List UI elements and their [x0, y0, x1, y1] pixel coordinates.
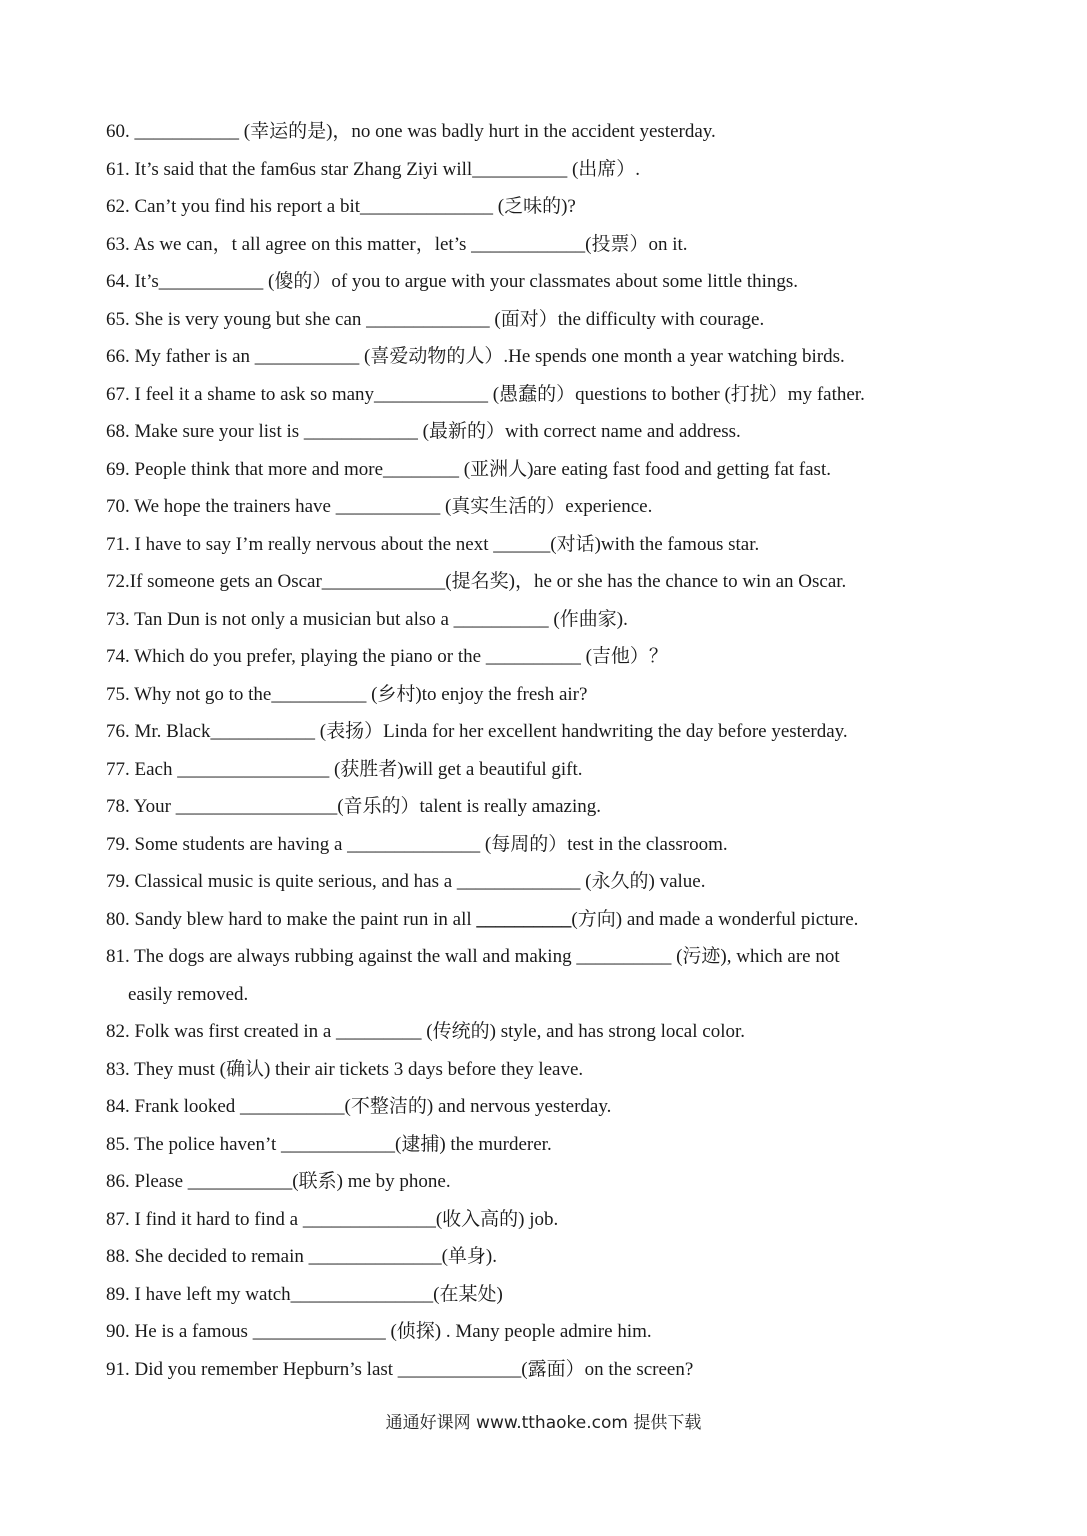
question-81: [106, 938, 986, 1013]
question-65: 65. She is very young but she can _____________ (面对）the difficulty with courage.: [106, 308, 765, 330]
question-72: 72.If someone gets an Oscar_____________(提名奖)，he or she has the chance to win an Oscar.: [106, 571, 847, 592]
question-63: 63. As we can，t all agree on this matter，let’s ____________(投票）on it.: [106, 233, 688, 255]
question-81-text: 81. The dogs are always rubbing against the wall and making __________ (污迹), which are not: [106, 946, 840, 967]
question-78: 78. Your _________________(音乐的）talent is really amazing.: [106, 796, 602, 817]
question-79b: 79. Classical music is quite serious, and has a _____________ (永久的) value.: [106, 871, 706, 892]
question-list: [106, 113, 986, 1388]
question-77: 77. Each ________________ (获胜者)will get a beautiful gift.: [106, 758, 583, 780]
question-62: 62. Can’t you find his report a bit______________ (乏味的)?: [106, 196, 576, 217]
question-76: 76. Mr. Black___________ (表扬）Linda for her excellent handwriting the day before yesterday.: [106, 721, 848, 742]
question-60: 60. ___________ (幸运的是)，no one was badly hurt in the accident yesterday.: [106, 121, 716, 142]
question-66: 66. My father is an ___________ (喜爱动物的人）.He spends one month a year watching birds.: [106, 346, 845, 367]
question-70: 70. We hope the trainers have ___________ (真实生活的）experience.: [106, 496, 653, 517]
question-87: 87. I find it hard to find a ______________(收入高的) job.: [106, 1208, 559, 1230]
question-73: 73. Tan Dun is not only a musician but also a __________ (作曲家).: [106, 608, 628, 630]
question-82: 82. Folk was first created in a _________ (传统的) style, and has strong local color.: [106, 1021, 746, 1042]
question-68: 68. Make sure your list is ____________ (最新的）with correct name and address.: [106, 421, 741, 442]
question-88: 88. She decided to remain ______________(单身).: [106, 1246, 498, 1267]
footer-source-text: 通通好课网 www.tthaoke.com 提供下载: [385, 1413, 702, 1433]
question-80-blank: __________: [476, 908, 572, 930]
question-80-post: (方向) and made a wonderful picture.: [571, 908, 859, 930]
question-91: 91. Did you remember Hepburn’s last _____________(露面）on the screen?: [106, 1358, 694, 1380]
question-83: 83. They must (确认) their air tickets 3 days before they leave.: [106, 1058, 584, 1080]
question-64: 64. It’s___________ (傻的）of you to argue with your classmates about some little things.: [106, 271, 799, 292]
question-80-pre: 80. Sandy blew hard to make the paint run in all: [106, 908, 477, 930]
question-84: 84. Frank looked ___________(不整洁的) and nervous yesterday.: [106, 1096, 612, 1117]
question-67: 67. I feel it a shame to ask so many____________ (愚蠢的）questions to bother (打扰）my father.: [106, 383, 865, 405]
question-79a: 79. Some students are having a ______________ (每周的）test in the classroom.: [106, 833, 728, 855]
question-75: 75. Why not go to the__________ (乡村)to enjoy the fresh air?: [106, 683, 588, 705]
question-89: 89. I have left my watch_______________(在某处): [106, 1283, 503, 1305]
question-74: 74. Which do you prefer, playing the piano or the __________ (吉他）？: [106, 646, 668, 667]
question-69: 69. People think that more and more________ (亚洲人)are eating fast food and getting fat fast.: [106, 458, 831, 480]
question-61: 61. It’s said that the fam6us star Zhang Ziyi will__________ (出席）.: [106, 158, 641, 180]
question-85: 85. The police haven’t ____________(逮捕) the murderer.: [106, 1133, 552, 1155]
question-71: 71. I have to say I’m really nervous about the next ______(对话)with the famous star.: [106, 533, 760, 555]
question-86: 86. Please ___________(联系) me by phone.: [106, 1171, 451, 1192]
question-81-continuation: easily removed.: [128, 983, 249, 1005]
question-80: [106, 901, 986, 939]
question-90: 90. He is a famous ______________ (侦探) . Many people admire him.: [106, 1321, 652, 1342]
